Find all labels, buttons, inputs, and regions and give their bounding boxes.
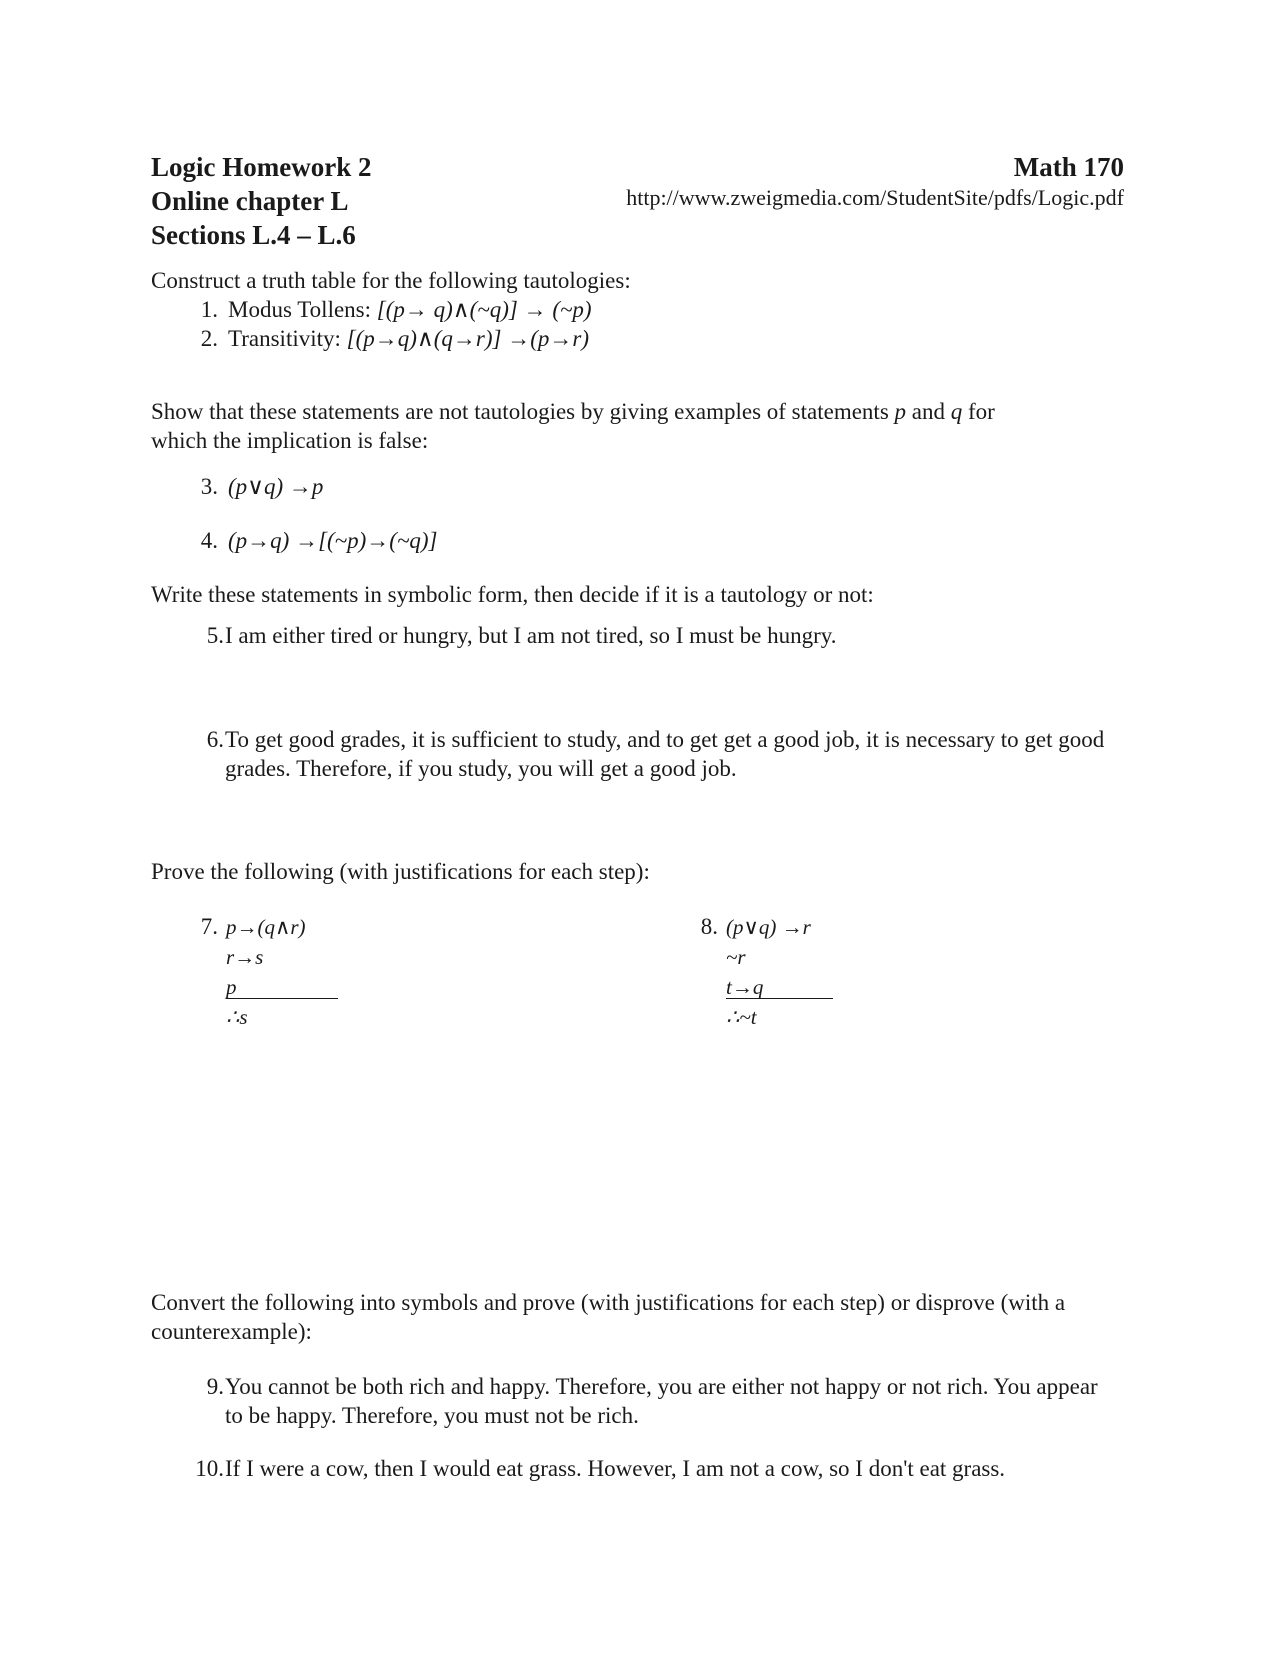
problem-9 (188, 1372, 1118, 1430)
problem-5 (188, 621, 1118, 650)
proof8-premise-3 (726, 973, 833, 1001)
problem-number: 7. (200, 914, 218, 939)
problem-number: 9. (206, 1374, 224, 1399)
problem-number: 6. (206, 727, 224, 752)
problem-text: You cannot be both rich and happy. Therefore, you are either not happy or not rich. You appear to be happy. Therefore, you must not be rich. (225, 1374, 1098, 1428)
problem-2 (182, 324, 589, 353)
chapter-title: Online chapter L (151, 186, 349, 216)
problem-expression: [(p→ q)∧(~q)] → (~p) (376, 297, 592, 322)
section4-intro: Prove the following (with justifications for each step): (151, 859, 650, 884)
problem-label: Modus Tollens: (228, 297, 377, 322)
problem-text: I am either tired or hungry, but I am not tired, so I must be hungry. (225, 623, 837, 648)
proof8-conclusion: ∴~t (726, 1005, 757, 1029)
problem-7-number (182, 912, 228, 941)
problem-text: If I were a cow, then I would eat grass. However, I am not a cow, so I don't eat grass. (225, 1456, 1006, 1481)
proof7-conclusion: ∴s (226, 1005, 248, 1029)
intro-text: for (962, 399, 995, 424)
problem-3 (182, 472, 323, 501)
variable-p: p (894, 399, 907, 424)
problem-number: 1. (200, 297, 218, 322)
section2-intro (151, 397, 1121, 455)
proof8-premise-1: (p∨q) →r (726, 915, 811, 939)
problem-number: 5. (206, 623, 224, 648)
problem-1 (182, 295, 592, 324)
problem-4 (182, 526, 438, 555)
section5-intro: Convert the following into symbols and prove (with justifications for each step) or disprove (with a counterexample): (151, 1290, 1066, 1344)
reference-url: http://www.zweigmedia.com/StudentSite/pdfs/Logic.pdf (626, 185, 1124, 210)
problem-number: 8. (700, 914, 718, 939)
intro-text: Show that these statements are not tautologies by giving examples of statements (151, 399, 895, 424)
problem-expression: (p∨q) →p (228, 474, 324, 499)
problem-text: To get good grades, it is sufficient to study, and to get get a good job, it is necessary to get good grades. Therefore, if you study, you will get a good job. (225, 727, 1105, 781)
problem-number: 3. (200, 474, 218, 499)
problem-10 (188, 1454, 1118, 1483)
sections-title: Sections L.4 – L.6 (151, 220, 356, 250)
course-name: Math 170 (1013, 152, 1124, 182)
section1-intro: Construct a truth table for the following tautologies: (151, 268, 631, 293)
problem-number: 10. (195, 1456, 224, 1481)
problem-expression: [(p→q)∧(q→r)] →(p→r) (346, 326, 589, 351)
variable-q: q (950, 399, 963, 424)
proof7-premise-2: r→s (226, 945, 264, 969)
proof7-premise-1: p→(q∧r) (226, 915, 306, 939)
section3-intro: Write these statements in symbolic form, then decide if it is a tautology or not: (151, 582, 874, 607)
problem-expression: (p→q) →[(~p)→(~q)] (228, 528, 438, 553)
problem-8-number (682, 912, 728, 941)
proof7-premise-3 (226, 973, 338, 1001)
problem-number: 4. (200, 528, 218, 553)
homework-title: Logic Homework 2 (151, 152, 372, 182)
problem-6 (188, 725, 1118, 783)
proof8-premise-2: ~r (726, 945, 746, 969)
intro-text: which the implication is false: (151, 428, 429, 453)
document-title-block (151, 150, 371, 252)
underlined-premise: p (226, 976, 338, 999)
underlined-premise: t→q (726, 976, 833, 999)
problem-label: Transitivity: (228, 326, 347, 351)
intro-text: and (906, 399, 951, 424)
problem-number: 2. (200, 326, 218, 351)
